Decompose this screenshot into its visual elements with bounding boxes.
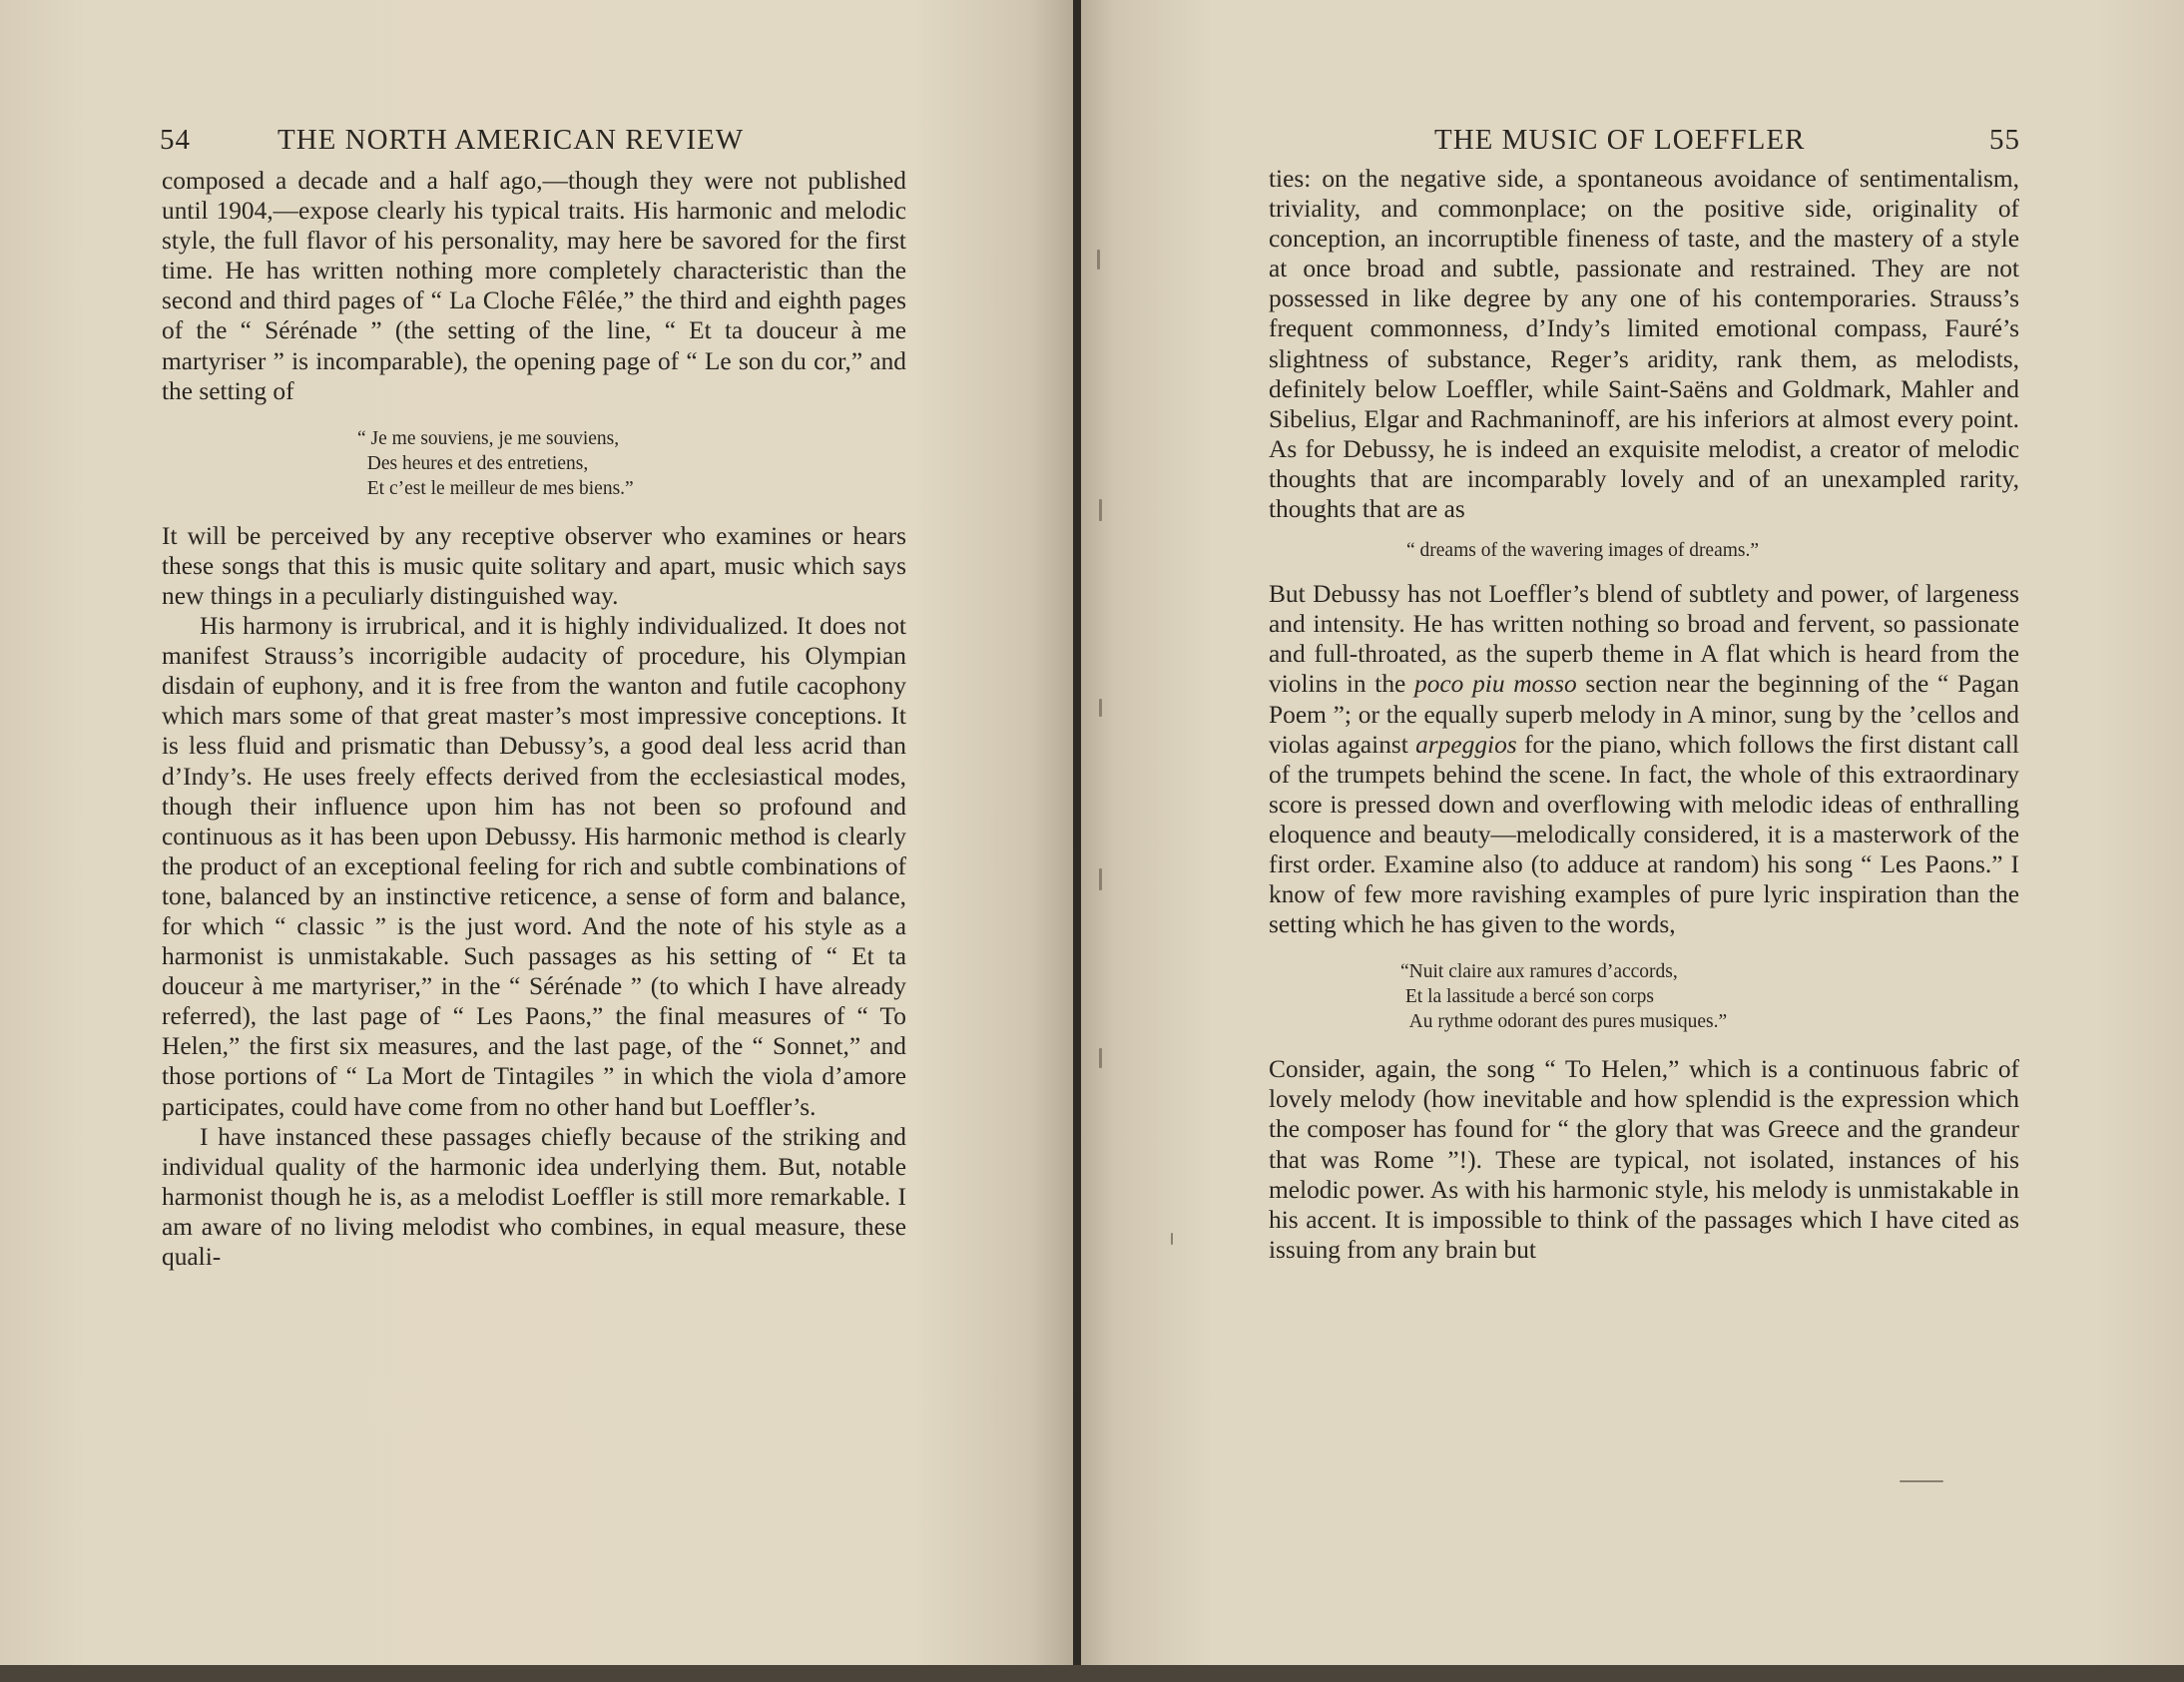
verse-quotation: “ Je me souviens, je me souviens, Des heures et des entretiens, Et c’est le meilleur de mes biens.” xyxy=(357,427,634,499)
italic-term: arpeggios xyxy=(1415,730,1517,759)
body-text xyxy=(1269,164,2019,1265)
right-page xyxy=(1081,0,2184,1682)
gutter xyxy=(1073,0,1081,1682)
stray-mark xyxy=(1900,1480,1943,1482)
page-number: 55 xyxy=(1989,124,2020,156)
paragraph: His harmony is irrubrical, and it is highly individualized. It does not manifest Strauss’s incorrigible audacity of procedure, his Olympian disdain of euphony, and it is free from the wanton and futile cacophony which mars some of that great master’s most impressive conceptions. It is less fluid and prismatic than Debussy’s, a good deal less acrid than d’Indy’s. He uses freely effects derived from the ecclesiastical modes, though their influence upon him has not been so profound and continuous as it has been upon Debussy. His harmonic method is clearly the product of an exceptional feeling for rich and subtle combinations of tone, balanced by an instinctive reticence, a sense of form and balance, for which “ classic ” is the just word. And the note of his style as a harmonist is unmistakable. Such passages as his setting of “ Et ta douceur à me martyriser,” in the “ Sérénade ” (to which I have already referred), the last page of “ Les Paons,” the final measures of “ To Helen,” the first six measures, and the last page, of the “ Sonnet,” and those portions of “ La Mort de Tintagiles ” in which the viola d’amore participates, could have come from no other hand but Loeffler’s. xyxy=(162,612,906,1121)
page-edge xyxy=(0,1665,2184,1682)
left-page xyxy=(0,0,1073,1682)
text-run: But Debussy has not Loeffler’s blend of subtlety and power, of largeness and intensity. He has written nothing so broad and fervent, so passionate and full-throated, as the superb theme in A flat which is heard from the violins in the xyxy=(1269,580,2019,699)
text-run: section near the beginning of the “ Pagan Poem ”; or the equally superb melody in A minor, sung by the ’cellos and violas against xyxy=(1269,670,2019,759)
verse-quotation: “ dreams of the wavering images of dreams.” xyxy=(1406,540,1760,562)
body-text xyxy=(162,166,906,1272)
italic-term: poco piu mosso xyxy=(1414,670,1577,699)
paragraph: I have instanced these passages chiefly because of the striking and individual quality of the harmonic idea underlying them. But, notable harmonist though he is, as a melodist Loeffler is still more remarkable. I am aware of no living melodist who combines, in equal measure, these quali- xyxy=(162,1122,906,1271)
stray-mark xyxy=(1171,1233,1173,1245)
paragraph xyxy=(1269,579,2019,939)
running-head: THE MUSIC OF LOEFFLER xyxy=(1434,124,1806,156)
text-run: for the piano, which follows the first distant call of the trumpets behind the scene. In fact, the whole of this extraordinary score is pressed down and overflowing with melodic ideas of enthralling eloquence and beauty—melodically considered, it is a masterwork of the first order. Examine also (to adduce at random) his song “ Les Paons.” I know of few more ravishing examples of pure lyric inspiration than the setting which he has given to the words, xyxy=(1269,730,2019,939)
binding-mark xyxy=(1099,499,1102,521)
paragraph: It will be perceived by any receptive observer who examines or hears these songs that this is music quite solitary and apart, music which says new things in a peculiarly distinguished way. xyxy=(162,521,906,610)
binding-mark xyxy=(1097,250,1100,270)
page-number: 54 xyxy=(160,124,191,156)
running-head: THE NORTH AMERICAN REVIEW xyxy=(277,124,745,156)
binding-mark xyxy=(1099,868,1102,890)
binding-mark xyxy=(1099,699,1102,717)
paragraph: Consider, again, the song “ To Helen,” which is a continuous fabric of lovely melody (how inevitable and how splendid is the expression which the composer has found for “ the glory that was Greece and the grandeur that was Rome ”!). These are typical, not isolated, instances of his melodic power. As with his harmonic style, his melody is unmistakable in his accent. It is impossible to think of the passages which I have cited as issuing from any brain but xyxy=(1269,1055,2019,1264)
binding-mark xyxy=(1099,1048,1102,1068)
paragraph: composed a decade and a half ago,—though they were not published until 1904,—expose clearly his typical traits. His harmonic and melodic style, the full flavor of his personality, may here be savored for the first time. He has written nothing more completely characteristic than the second and third pages of “ La Cloche Fêlée,” the third and eighth pages of the “ Sérénade ” (the setting of the line, “ Et ta douceur à me martyriser ” is incomparable), the opening page of “ Le son du cor,” and the setting of xyxy=(162,167,906,405)
paragraph: ties: on the negative side, a spontaneous avoidance of sentimentalism, triviality, and commonplace; on the positive side, originality of conception, an incorruptible fineness of taste, and the mastery of a style at once broad and subtle, passionate and restrained. They are not possessed in like degree by any one of his contemporaries. Strauss’s frequent commonness, d’Indy’s limited emotional compass, Fauré’s slightness of substance, Reger’s aridity, rank them, as melodists, definitely below Loeffler, while Saint-Saëns and Goldmark, Mahler and Sibelius, Elgar and Rachmaninoff, are his inferiors at almost every point. As for Debussy, he is indeed an exquisite melodist, a creator of melodic thoughts that are incomparably lovely and of an unexampled rarity, thoughts that are as xyxy=(1269,165,2019,524)
verse-quotation: “Nuit claire aux ramures d’accords, Et la lassitude a bercé son corps Au rythme odorant des pures musiques.” xyxy=(1400,961,1728,1033)
